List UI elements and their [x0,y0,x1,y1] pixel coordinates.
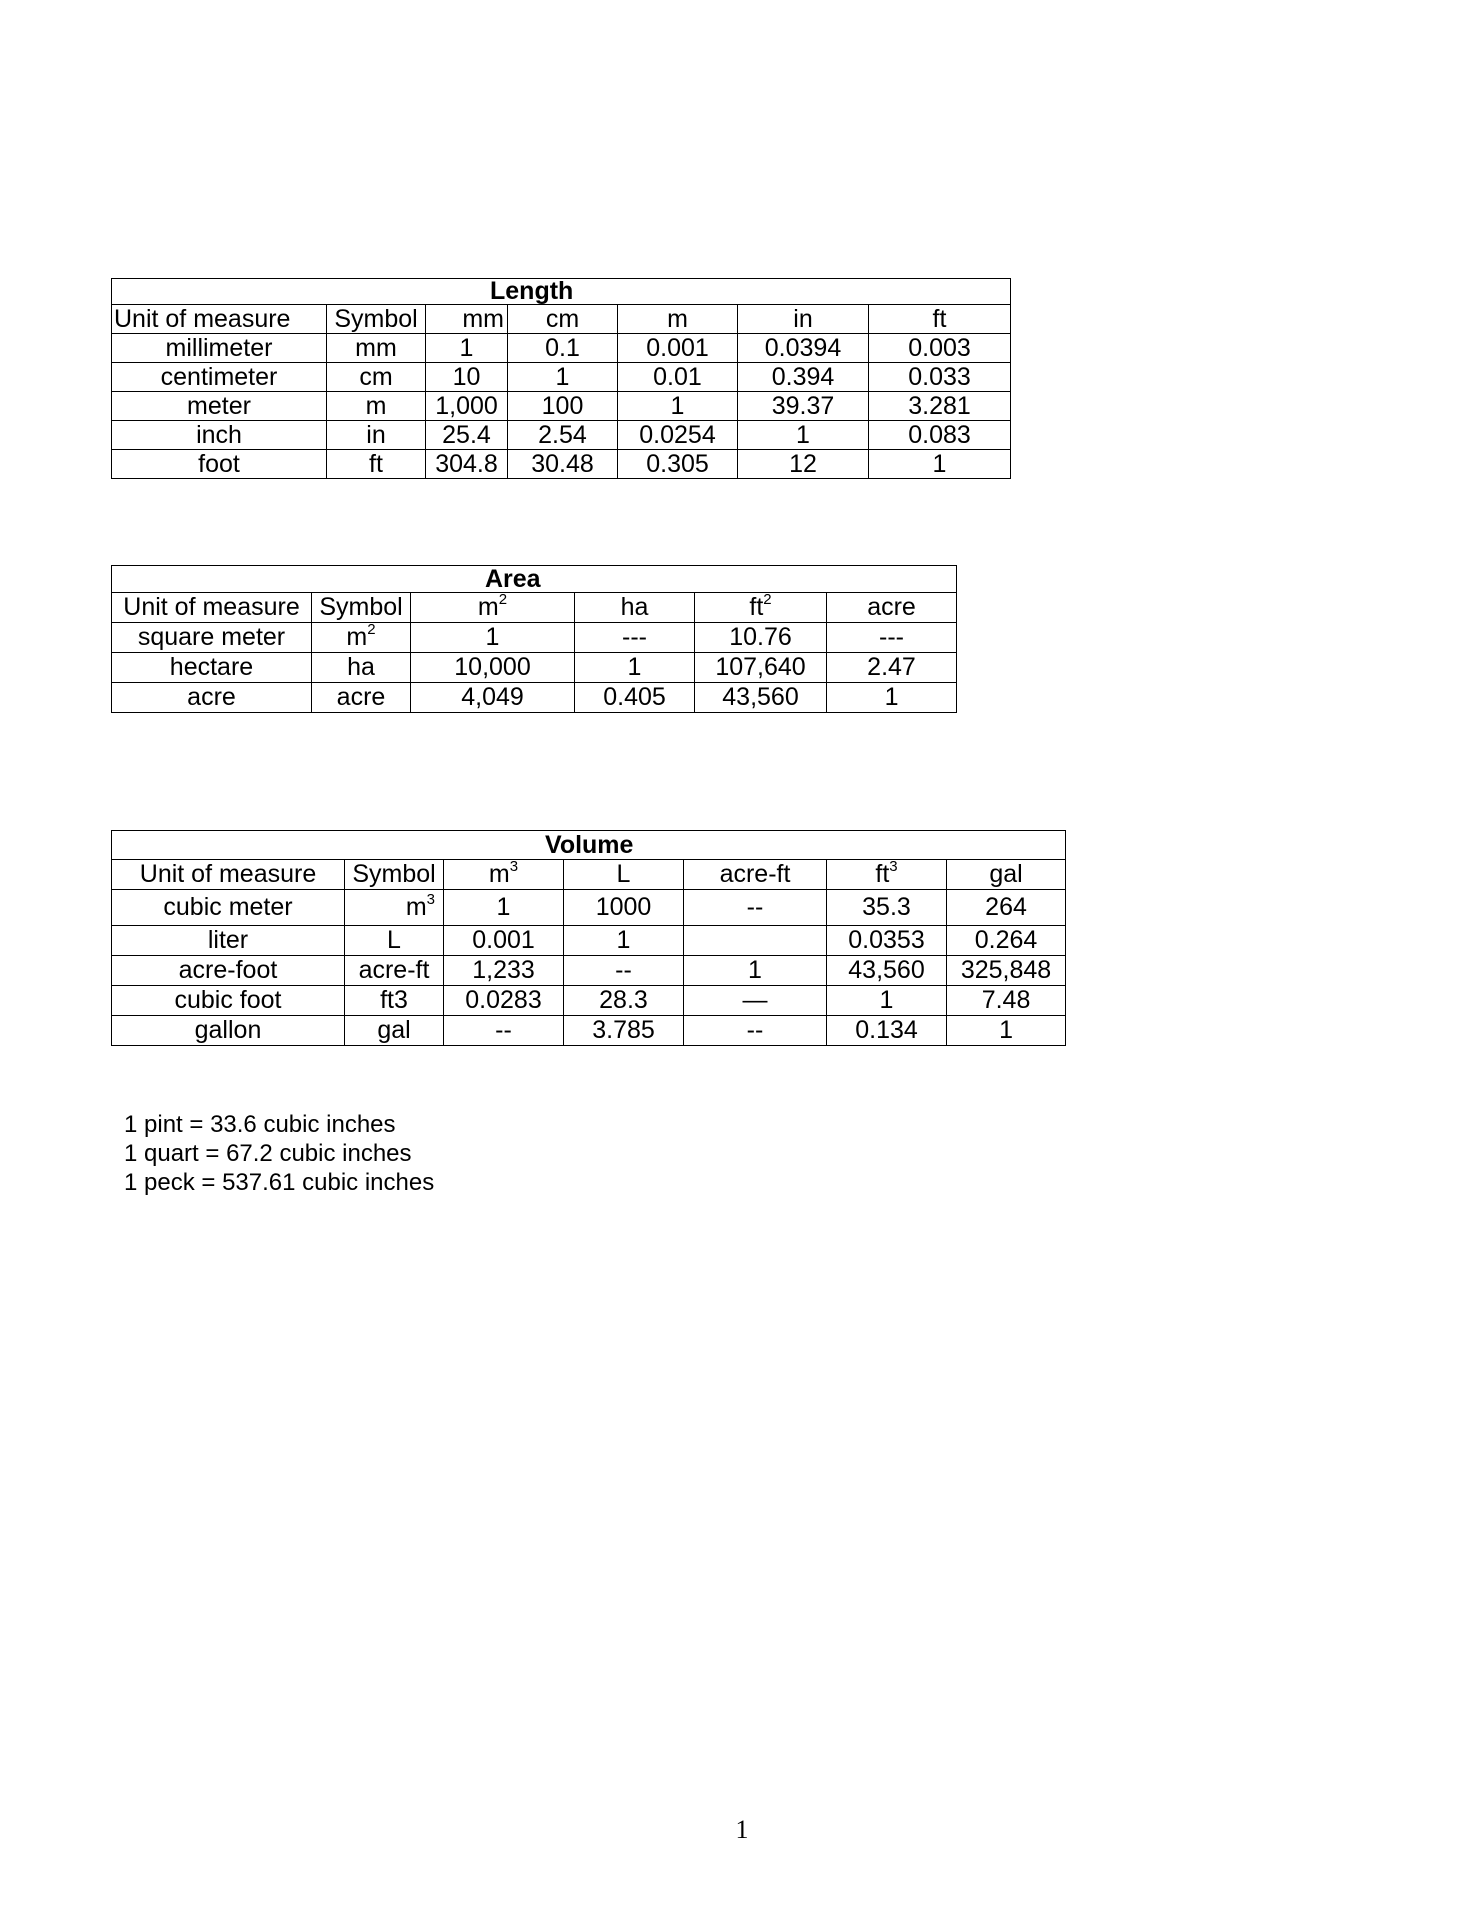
area-table-title: Area [112,566,957,593]
column-header: Unit of measure [112,860,345,890]
table-cell: --- [575,623,695,653]
table-cell: 10,000 [411,653,575,683]
table-cell: 0.394 [738,363,869,392]
table-cell: centimeter [112,363,327,392]
table-cell: -- [684,1016,827,1046]
table-cell: 2.54 [508,421,618,450]
table-cell: 1 [827,986,947,1016]
table-cell: 7.48 [947,986,1066,1016]
table-cell: in [327,421,426,450]
table-row [112,363,1011,392]
table-cell: 30.48 [508,450,618,479]
table-cell: 0.0254 [618,421,738,450]
table-cell: 0.033 [869,363,1011,392]
conversion-notes [124,1110,434,1197]
table-cell: 325,848 [947,956,1066,986]
table-cell: 1,000 [426,392,508,421]
column-header: mm [426,305,508,334]
table-cell: --- [827,623,957,653]
table-cell: -- [444,1016,564,1046]
table-row [112,623,957,653]
page-number: 1 [735,1815,749,1844]
table-cell: ha [312,653,411,683]
column-header: ft [869,305,1011,334]
table-cell: 1 [618,392,738,421]
table-cell: inch [112,421,327,450]
table-cell: 1 [827,683,957,713]
note-line: 1 pint = 33.6 cubic inches [124,1111,396,1138]
table-cell: 0.001 [618,334,738,363]
table-cell: 0.0394 [738,334,869,363]
table-row [112,890,1066,926]
table-cell: — [684,986,827,1016]
length-header-row [112,305,1011,334]
table-cell: foot [112,450,327,479]
table-cell: 3.785 [564,1016,684,1046]
superscript: 3 [509,859,519,875]
table-cell: 1 [869,450,1011,479]
superscript: 3 [889,859,898,875]
note-line: 1 quart = 67.2 cubic inches [124,1140,412,1167]
table-cell: -- [564,956,684,986]
table-cell: 1 [426,334,508,363]
table-cell: square meter [112,623,312,653]
table-cell: millimeter [112,334,327,363]
table-cell: gallon [112,1016,345,1046]
column-header: m [618,305,738,334]
table-row [112,956,1066,986]
column-header: $m^2$ [411,593,575,623]
column-header: ha [575,593,695,623]
length-table [111,278,1011,479]
table-row [112,392,1011,421]
column-header: Symbol [345,860,444,890]
table-cell: 304.8 [426,450,508,479]
table-row [112,926,1066,956]
length-table-title: Length [112,279,1011,305]
table-cell: 0.083 [869,421,1011,450]
column-header: gal [947,860,1066,890]
table-row [112,334,1011,363]
table-cell: $m^2$ [312,623,411,653]
table-cell: m [327,392,426,421]
table-cell: 1 [411,623,575,653]
table-cell: 12 [738,450,869,479]
table-cell: ft [327,450,426,479]
table-cell: 1000 [564,890,684,926]
table-cell: liter [112,926,345,956]
column-header: $m^3$ [444,860,564,890]
table-cell: 264 [947,890,1066,926]
column-header: acre [827,593,957,623]
table-cell: L [345,926,444,956]
table-cell: 1 [738,421,869,450]
volume-table [111,830,1066,1046]
volume-table-title: Volume [112,831,1066,860]
table-row [112,653,957,683]
table-cell: meter [112,392,327,421]
table-cell: mm [327,334,426,363]
table-cell: cubic meter [112,890,345,926]
superscript: 2 [367,622,376,638]
table-cell: $m^3$ [345,890,444,926]
table-cell: 43,560 [695,683,827,713]
table-cell: 0.001 [444,926,564,956]
table-cell: 10.76 [695,623,827,653]
table-cell: 35.3 [827,890,947,926]
table-cell: acre-ft [345,956,444,986]
table-cell: 43,560 [827,956,947,986]
table-cell: 1 [684,956,827,986]
column-header: Unit of measure [112,305,327,334]
table-cell: 1 [564,926,684,956]
table-cell: 0.01 [618,363,738,392]
table-cell: acre-foot [112,956,345,986]
table-cell: 1 [947,1016,1066,1046]
table-cell: 4,049 [411,683,575,713]
table-cell: 3.281 [869,392,1011,421]
table-cell: -- [684,890,827,926]
area-header-row [112,593,957,623]
table-cell: 0.0353 [827,926,947,956]
note-line: 1 peck = 537.61 cubic inches [124,1169,435,1196]
table-cell: 1 [444,890,564,926]
superscript: 2 [498,592,508,608]
table-cell: 2.47 [827,653,957,683]
table-row [112,1016,1066,1046]
table-cell: hectare [112,653,312,683]
table-cell: 0.264 [947,926,1066,956]
table-cell: 107,640 [695,653,827,683]
column-header: Symbol [327,305,426,334]
table-cell: 0.0283 [444,986,564,1016]
superscript: 3 [426,890,435,908]
column-header: acre-ft [684,860,827,890]
table-cell: 1,233 [444,956,564,986]
table-cell: 39.37 [738,392,869,421]
table-row [112,683,957,713]
table-cell: 100 [508,392,618,421]
area-table [111,565,957,713]
table-cell: gal [345,1016,444,1046]
table-cell: cubic foot [112,986,345,1016]
column-header: Symbol [312,593,411,623]
table-cell: ft3 [345,986,444,1016]
table-row [112,986,1066,1016]
column-header: in [738,305,869,334]
table-cell: 10 [426,363,508,392]
column-header: cm [508,305,618,334]
table-cell: 0.134 [827,1016,947,1046]
table-cell: 1 [575,653,695,683]
column-header: L [564,860,684,890]
table-cell: 1 [508,363,618,392]
table-cell: 0.003 [869,334,1011,363]
table-cell [684,926,827,956]
superscript: 2 [763,592,772,608]
column-header: $ft^3$ [827,860,947,890]
table-row [112,421,1011,450]
table-cell: acre [112,683,312,713]
table-cell: 0.1 [508,334,618,363]
table-row [112,450,1011,479]
table-cell: acre [312,683,411,713]
table-cell: 28.3 [564,986,684,1016]
table-cell: cm [327,363,426,392]
column-header: $ft^2$ [695,593,827,623]
table-cell: 25.4 [426,421,508,450]
volume-header-row [112,860,1066,890]
table-cell: 0.305 [618,450,738,479]
table-cell: 0.405 [575,683,695,713]
column-header: Unit of measure [112,593,312,623]
